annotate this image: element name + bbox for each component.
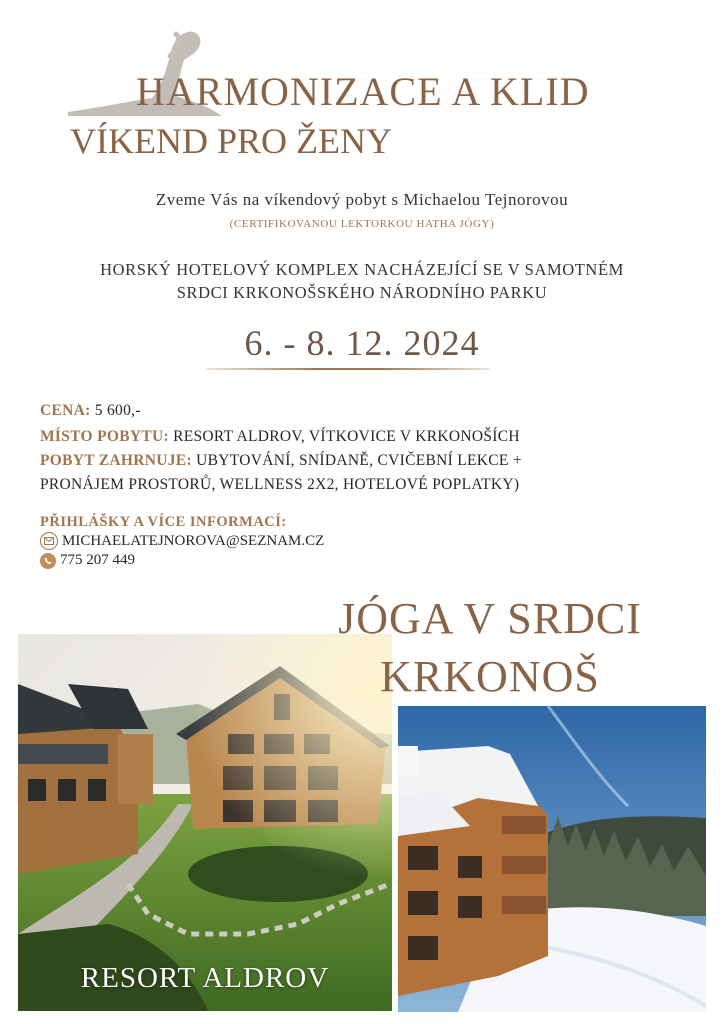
includes-row-2 (40, 476, 519, 494)
whatsapp-icon (40, 553, 56, 569)
location-line-2: SRDCI KRKONOŠSKÉHO NÁRODNÍHO PARKU (176, 283, 548, 302)
includes-value-1: UBYTOVÁNÍ, SNÍDANĚ, CVIČEBNÍ LEKCE + (196, 452, 522, 469)
page-subtitle: VÍKEND PRO ŽENY (70, 121, 392, 161)
price-value: 5 600,- (94, 402, 141, 419)
contact-email[interactable]: MICHAELATEJNOROVA@SEZNAM.CZ (62, 532, 325, 549)
place-row (40, 428, 520, 446)
headline-line-1: JÓGA V SRDCI (338, 594, 642, 643)
place-value: RESORT ALDROV, VÍTKOVICE V KRKONOŠÍCH (173, 428, 520, 445)
price-row (40, 402, 141, 420)
contact-phone[interactable]: 775 207 449 (60, 552, 135, 568)
place-label: MÍSTO POBYTU: (40, 428, 169, 445)
phone-row[interactable] (40, 552, 135, 569)
instructor-note: (CERTIFIKOVANOU LEKTORKOU HATHA JÓGY) (229, 218, 495, 230)
invite-text: Zveme Vás na víkendový pobyt s Michaelou Tejnorovou (155, 190, 569, 209)
email-row[interactable] (40, 532, 324, 550)
headline (290, 590, 690, 706)
date-underline (206, 368, 490, 370)
location-line-1: HORSKÝ HOTELOVÝ KOMPLEX NACHÁZEJÍCÍ SE V SAMOTNÉM (100, 260, 624, 279)
includes-label: POBYT ZAHRNUJE: (40, 452, 192, 469)
resort-caption: RESORT ALDROV (80, 962, 330, 994)
includes-value-2: PRONÁJEM PROSTORŮ, WELLNESS 2X2, HOTELOVÉ POPLATKY) (40, 476, 520, 493)
mail-icon (40, 532, 58, 550)
headline-line-2: KRKONOŠ (380, 652, 600, 701)
resort-winter-photo (398, 706, 706, 1012)
includes-row (40, 452, 522, 470)
event-date: 6. - 8. 12. 2024 (244, 323, 480, 363)
location-description (0, 258, 724, 304)
price-label: CENA: (40, 402, 91, 419)
contact-heading: PŘIHLÁŠKY A VÍCE INFORMACÍ: (40, 514, 287, 530)
page-title: HARMONIZACE A KLID (136, 69, 590, 114)
